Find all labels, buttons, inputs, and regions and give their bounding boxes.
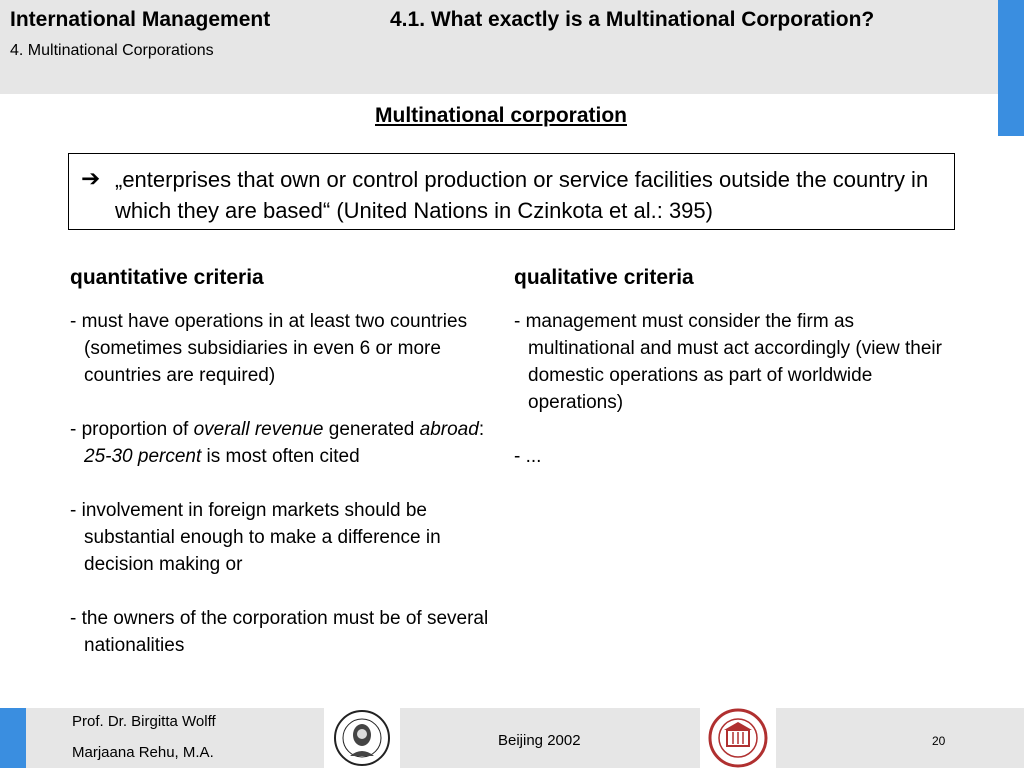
beijing-normal-university-seal-icon [700,708,776,768]
course-title: International Management [10,8,271,31]
list-item: - ... [514,446,542,467]
footer-author-1: Prof. Dr. Birgitta Wolff [72,713,216,730]
definition-text: „enterprises that own or control production or service facilities outside the country in which they are based“ (United Nations in Czinkota et al.: 395) [115,167,929,223]
arrow-right-icon: ➔ [81,165,101,191]
qualitative-heading: qualitative criteria [514,266,694,289]
list-item: - the owners of the corporation must be of several nationalities [70,608,489,656]
footer-accent-bar [0,708,26,768]
main-heading: Multinational corporation [375,104,627,127]
slide-title: 4.1. What exactly is a Multinational Corporation? [390,8,875,31]
qualitative-list [514,308,954,497]
quantitative-heading: quantitative criteria [70,266,264,289]
footer-location: Beijing 2002 [498,732,581,749]
page-number: 20 [932,734,946,748]
definition-box [68,153,955,230]
quantitative-list [70,308,510,686]
list-item: - involvement in foreign markets should be substantial enough to make a difference in decision making or [70,500,441,575]
university-seal-icon [324,708,400,768]
list-item: - proportion of overall revenue generated abroad: 25-30 percent is most often cited [70,419,485,467]
list-item: - must have operations in at least two countries (sometimes subsidiaries in even 6 or more countries are required) [70,311,468,386]
list-item: - management must consider the firm as multinational and must act accordingly (view their domestic operations as part of worldwide operations) [514,311,942,413]
footer-author-2: Marjaana Rehu, M.A. [72,744,214,761]
course-subtitle: 4. Multinational Corporations [10,42,214,59]
